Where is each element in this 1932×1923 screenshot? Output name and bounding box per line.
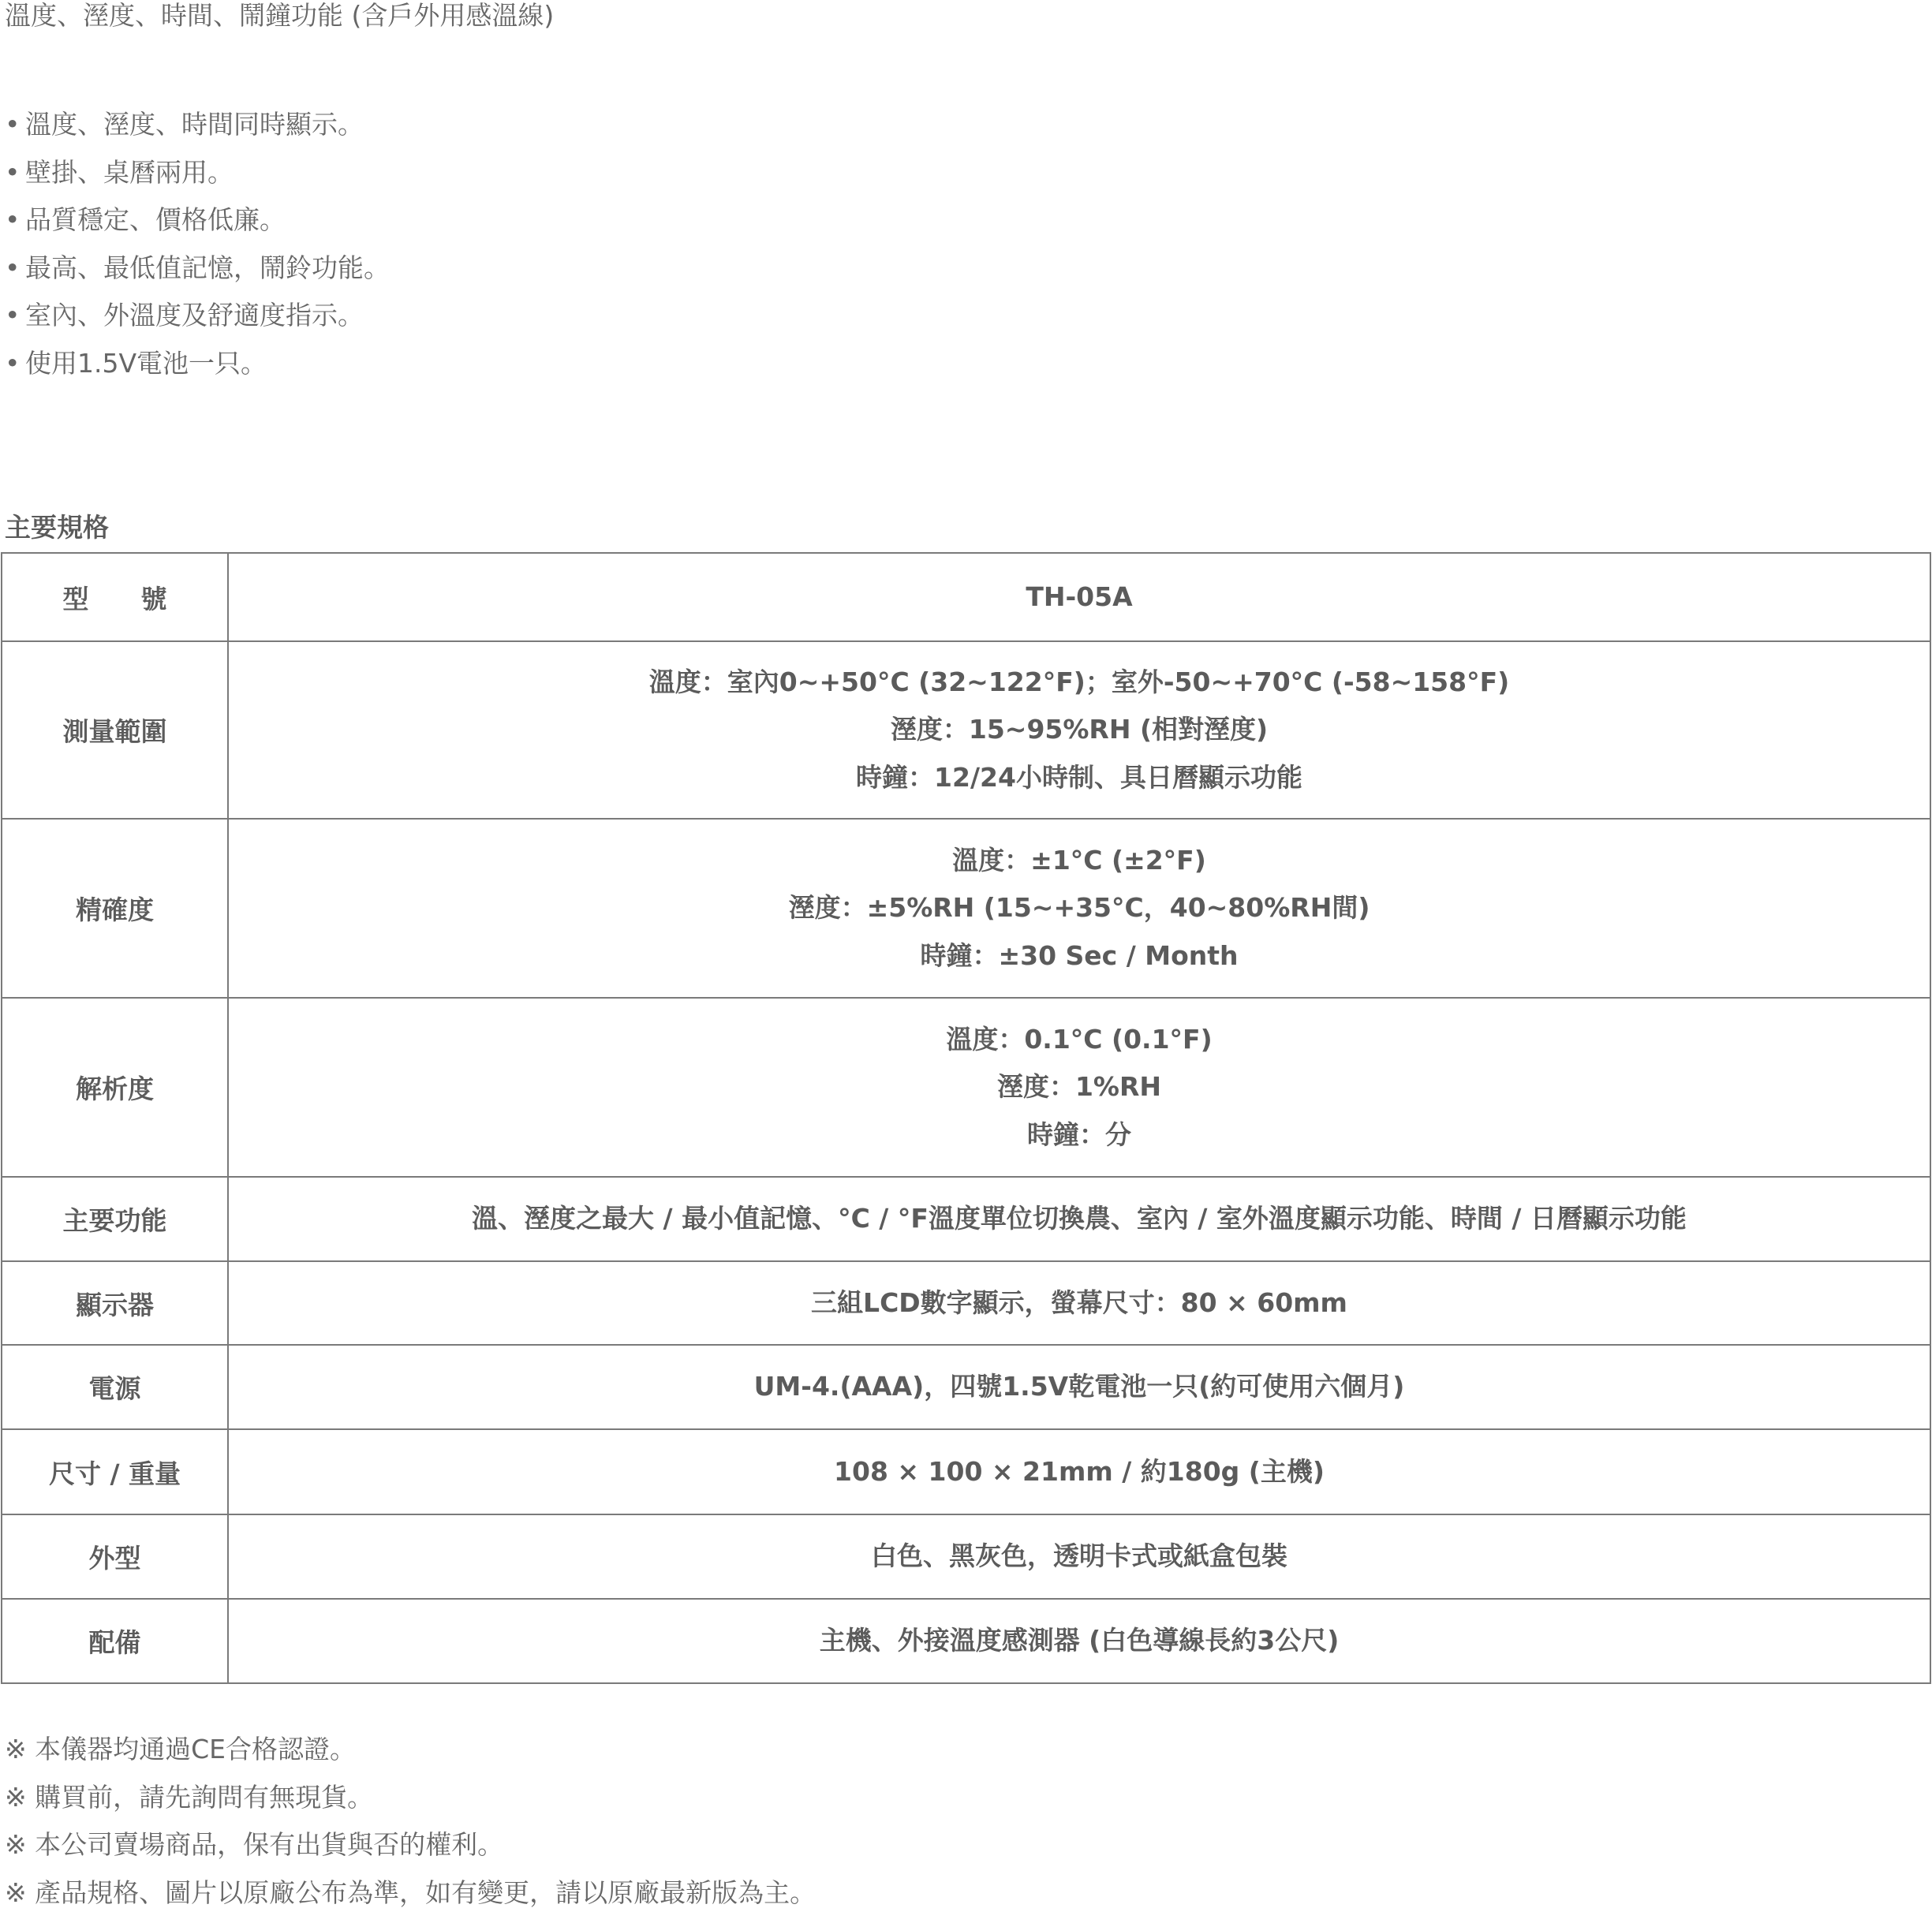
bullet-marker: • [5,252,21,283]
spec-value [228,1261,1930,1345]
spec-label: 型 號 [2,553,228,641]
feature-item: • 使用1.5V電池一只。 [5,346,390,394]
spec-row-functions [2,1177,1930,1261]
spec-value-line: 時鐘：±30 Sec / Month [920,939,1239,971]
spec-value [228,1514,1930,1599]
spec-value [228,998,1930,1177]
spec-value-line: 溫、溼度之最大 / 最小值記憶、°C / °F溫度單位切換農、室內 / 室外溫度顯示功能、時間 / 日曆顯示功能 [472,1203,1687,1234]
spec-value-line: 白色、黑灰色，透明卡式或紙盒包裝 [871,1540,1287,1572]
spec-value-line: UM-4.(AAA)，四號1.5V乾電池一只(約可使用六個月) [753,1371,1405,1402]
spec-row-size-weight [2,1429,1930,1514]
spec-label: 精確度 [2,819,228,998]
note-item: ※ 產品規格、圖片以原廠公布為準，如有變更，請以原廠最新版為主。 [5,1876,817,1908]
spec-row-resolution [2,998,1930,1177]
feature-list [5,107,390,394]
spec-value-line: 主機、外接溫度感測器 (白色導線長約3公尺) [819,1625,1340,1656]
spec-value-line: 溫度：室內0~+50°C (32~122°F)；室外-50~+70°C (-58~158°F) [648,666,1510,697]
spec-value-line: 三組LCD數字顯示，螢幕尺寸：80 × 60mm [811,1286,1347,1318]
spec-value [228,1177,1930,1261]
spec-row-model [2,553,1930,641]
feature-item: • 品質穩定、價格低廉。 [5,203,390,251]
spec-row-power [2,1345,1930,1429]
spec-label: 配備 [2,1599,228,1683]
spec-value-line: 時鐘：12/24小時制、具日曆顯示功能 [856,761,1302,793]
spec-value-line: 溼度：15~95%RH (相對溼度) [890,714,1269,745]
spec-value [228,819,1930,998]
bullet-marker: • [5,204,21,236]
spec-value [228,1345,1930,1429]
spec-label: 解析度 [2,998,228,1177]
spec-row-accuracy [2,819,1930,998]
spec-value [228,1599,1930,1683]
spec-value-line: TH-05A [1026,581,1133,612]
spec-value-line: 溫度：0.1°C (0.1°F) [946,1023,1213,1055]
spec-heading: 主要規格 [5,512,109,543]
feature-item: • 壁掛、桌曆兩用。 [5,155,390,204]
bullet-marker: • [5,156,21,188]
bullet-marker: • [5,347,21,379]
spec-value-line: 溼度：±5%RH (15~+35°C，40~80%RH間) [788,892,1370,924]
spec-row-range [2,641,1930,819]
spec-value [228,553,1930,641]
spec-value-line: 時鐘：分 [1027,1118,1131,1150]
spec-label: 主要功能 [2,1177,228,1261]
note-item: ※ 本儀器均通過CE合格認證。 [5,1734,357,1764]
spec-value-line: 溼度：1%RH [996,1071,1162,1103]
spec-label: 尺寸 / 重量 [2,1429,228,1514]
spec-row-display [2,1261,1930,1345]
spec-label: 測量範圍 [2,641,228,819]
spec-row-appearance [2,1514,1930,1599]
spec-value [228,1429,1930,1514]
spec-label: 電源 [2,1345,228,1429]
spec-value [228,641,1930,819]
spec-label: 外型 [2,1514,228,1599]
note-item: ※ 購買前，請先詢問有無現貨。 [5,1781,374,1813]
spec-row-accessories [2,1599,1930,1683]
spec-value-line: 108 × 100 × 21mm / 約180g (主機) [834,1455,1325,1487]
note-item: ※ 本公司賣場商品，保有出貨與否的權利。 [5,1829,504,1861]
product-title: 溫度、溼度、時間、鬧鐘功能 (含戶外用感溫線) [5,0,555,31]
notes-list [5,1732,816,1923]
spec-value-line: 溫度：±1°C (±2°F) [952,844,1206,876]
feature-item: • 最高、最低值記憶，鬧鈴功能。 [5,251,390,299]
feature-item: • 室內、外溫度及舒適度指示。 [5,298,390,346]
feature-item: • 溫度、溼度、時間同時顯示。 [5,107,390,155]
bullet-marker: • [5,300,21,331]
spec-label: 顯示器 [2,1261,228,1345]
bullet-marker: • [5,109,21,140]
spec-table [1,552,1931,1684]
